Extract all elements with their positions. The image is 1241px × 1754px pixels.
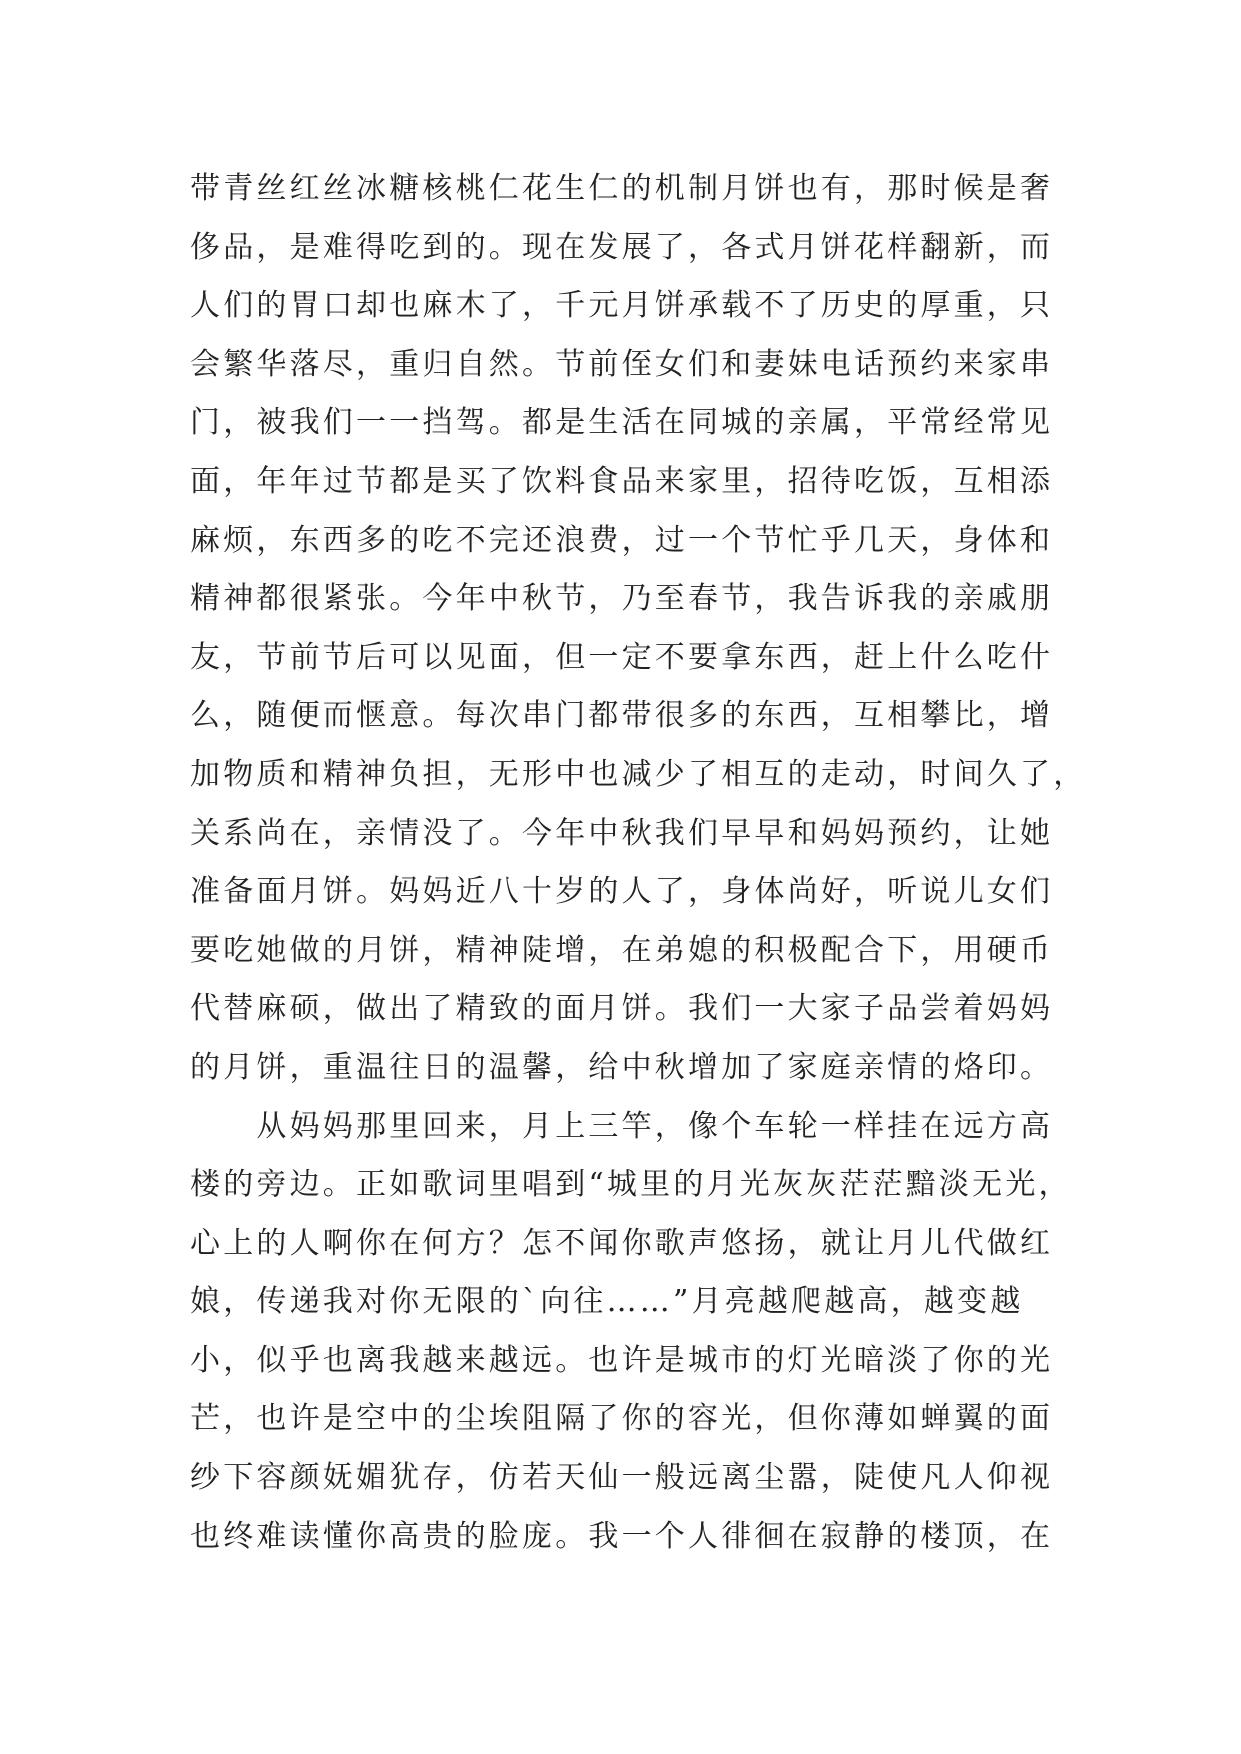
text-line: 准备面月饼。妈妈近八十岁的人了，身体尚好，听说儿女们 — [190, 874, 1054, 910]
text-line: 楼的旁边。正如歌词里唱到“城里的月光灰灰茫茫黯淡无光， — [190, 1167, 1072, 1203]
text-line: 带青丝红丝冰糖核桃仁花生仁的机制月饼也有，那时候是奢 — [190, 171, 1054, 206]
text-line: 门，被我们一一挡驾。都是生活在同城的亲属，平常经常见 — [190, 405, 1054, 441]
text-line: 人们的胃口却也麻木了，千元月饼承载不了历史的厚重，只 — [190, 288, 1054, 324]
paragraph-start-line: 从妈妈那里回来，月上三竿，像个车轮一样挂在远方高 — [190, 1108, 1054, 1144]
text-line: 会繁华落尽，重归自然。节前侄女们和妻妹电话预约来家串 — [190, 346, 1054, 382]
text-line: 小，似乎也离我越来越远。也许是城市的灯光暗淡了你的光 — [190, 1342, 1054, 1378]
text-line: 么，随便而惬意。每次串门都带很多的东西，互相攀比，增 — [190, 698, 1054, 734]
text-line: 心上的人啊你在何方？怎不闻你歌声悠扬，就让月儿代做红 — [190, 1225, 1054, 1261]
text-line: 芒，也许是空中的尘埃阻隔了你的容光，但你薄如蝉翼的面 — [190, 1401, 1054, 1437]
text-line: 也终难读懂你高贵的脸庞。我一个人徘徊在寂静的楼顶，在 — [190, 1518, 1054, 1554]
text-line: 精神都很紧张。今年中秋节，乃至春节，我告诉我的亲戚朋 — [190, 581, 1054, 617]
text-line: 纱下容颜妩媚犹存，仿若天仙一般远离尘嚣，陡使凡人仰视 — [190, 1460, 1054, 1496]
text-line: 的月饼，重温往日的温馨，给中秋增加了家庭亲情的烙印。 — [190, 1049, 1054, 1085]
text-line: 代替麻硕，做出了精致的面月饼。我们一大家子品尝着妈妈 — [190, 991, 1054, 1027]
text-line: 要吃她做的月饼，精神陡增，在弟媳的积极配合下，用硬币 — [190, 932, 1054, 968]
text-line: 侈品，是难得吃到的。现在发展了，各式月饼花样翻新，而 — [190, 229, 1054, 265]
text-line: 友，节前节后可以见面，但一定不要拿东西，赶上什么吃什 — [190, 639, 1054, 675]
text-line: 加物质和精神负担，无形中也减少了相互的走动，时间久了， — [190, 756, 1087, 792]
text-line: 面，年年过节都是买了饮料食品来家里，招待吃饭，互相添 — [190, 463, 1054, 499]
text-line: 娘，传递我对你无限的`向往……”月亮越爬越高，越变越 — [190, 1284, 1024, 1320]
essay-text — [190, 160, 1090, 1566]
text-line: 麻烦，东西多的吃不完还浪费，过一个节忙乎几天，身体和 — [190, 522, 1054, 558]
text-line: 关系尚在，亲情没了。今年中秋我们早早和妈妈预约，让她 — [190, 815, 1054, 851]
